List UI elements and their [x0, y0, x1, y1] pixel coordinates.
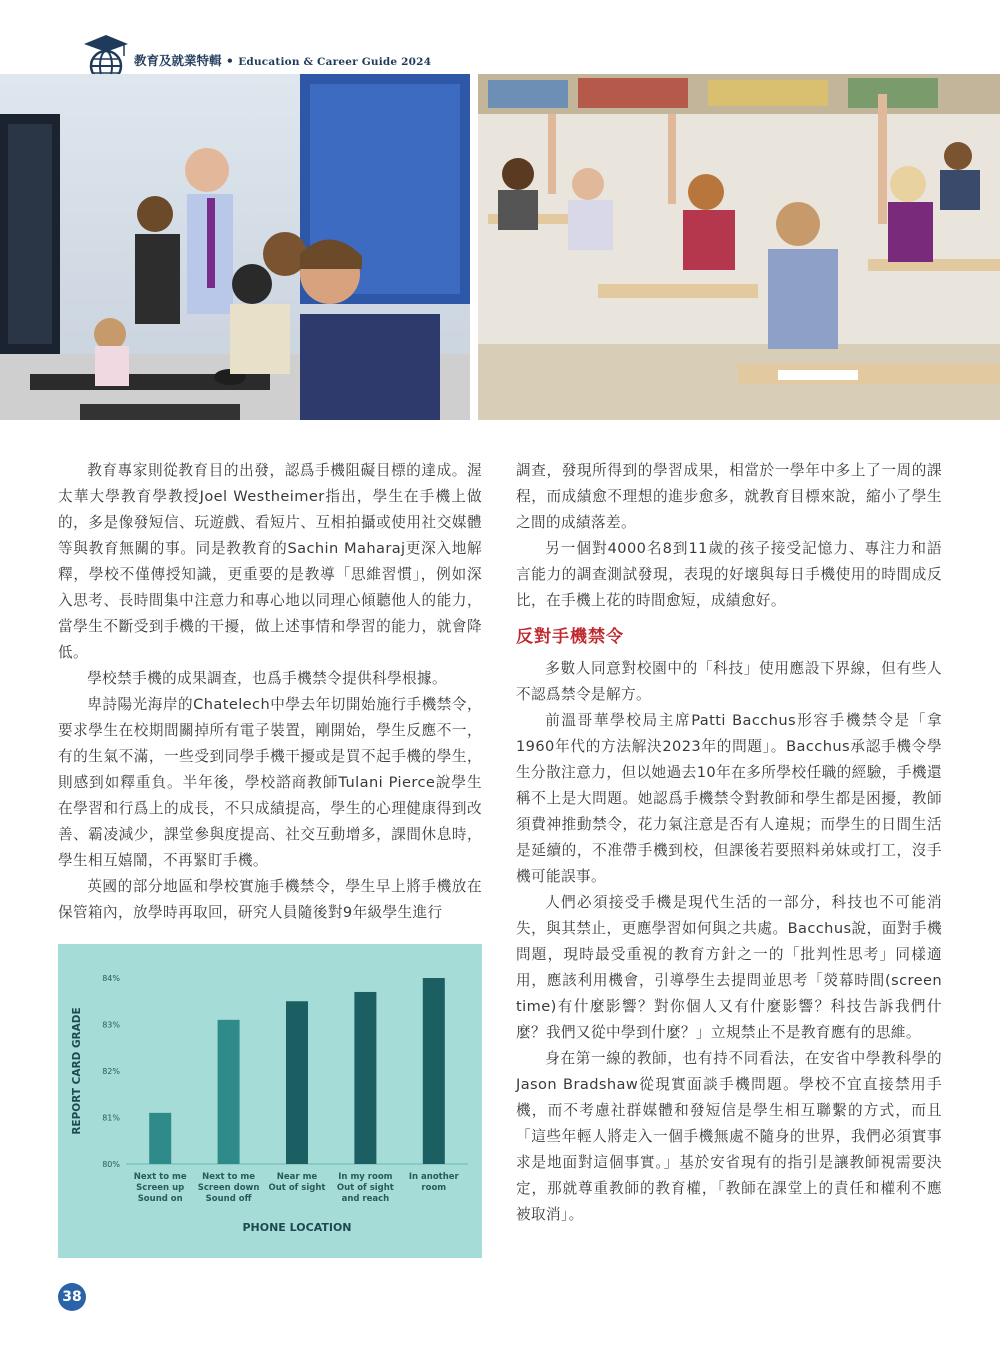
x-tick-label: In my room [338, 1172, 393, 1182]
paragraph: 身在第一線的教師，也有持不同看法，在安省中學教科學的Jason Bradshaw從現實面談手機問題。學校不宜直接禁用手機，而不考慮社群媒體和發短信是學生相互聯繫的方式，而且「這些年輕人將走入一個手機無處不隨身的世界，我們必須實事求是地面對這個事實。」基於安省現有的指引是讓教師視需要決定，那就尊重教師的教育權，「教師在課堂上的責任和權利不應被取消」。 [516, 1050, 942, 1223]
x-tick-label: and reach [341, 1194, 390, 1204]
x-tick-label: Screen down [197, 1183, 260, 1193]
chart-bar [354, 992, 376, 1164]
section-heading: 反對手機禁令 [516, 627, 624, 647]
paragraph: 調查，發現所得到的學習成果，相當於一學年中多上了一周的課程，而成績愈不理想的進步愈多，就教育目標來說，縮小了學生之間的成績落差。 [516, 462, 942, 531]
page-number-badge: 38 [58, 1283, 86, 1311]
chart-bar [149, 1113, 171, 1164]
paragraph: 前溫哥華學校局主席Patti Bacchus形容手機禁令是「拿1960年代的方法解決2023年的問題」。Bacchus承認手機令學生分散注意力，但以她過去10年在多所學校任職的經驗，手機還稱不上是大問題。她認爲手機禁令對教師和學生都是困擾，教師須費神推動禁令，花力氣注意是否有人違規；而學生的日間生活是延續的，不准帶手機到校，但課後若要照料弟妹或打工，沒手機可能誤事。 [516, 712, 942, 885]
report-card-grade-chart [58, 944, 482, 1258]
chart-bar [423, 978, 445, 1164]
left-text-column [58, 458, 482, 926]
paragraph: 學校禁手機的成果調查，也爲手機禁令提供科學根據。 [87, 670, 448, 687]
x-tick-label: Next to me [133, 1172, 187, 1182]
x-tick-label: Sound on [137, 1194, 183, 1204]
x-tick-label: Out of sight [336, 1183, 394, 1193]
paragraph: 多數人同意對校園中的「科技」使用應設下界線，但有些人不認爲禁令是解方。 [516, 660, 942, 703]
x-tick-label: Next to me [202, 1172, 256, 1182]
chart-bar [218, 1020, 240, 1164]
x-tick-label: Near me [276, 1172, 318, 1182]
paragraph: 人們必須接受手機是現代生活的一部分，科技也不可能消失，與其禁止，更應學習如何與之共處。Bacchus說，面對手機問題，現時最受重視的教育方針之一的「批判性思考」同樣適用，應該利用機會，引導學生去提問並思考「熒幕時間(screen time)有什麼影響？對你個人又有什麼影響？科技告訴我們什麼？我們又從中學到什麼？」立規禁止不是教育應有的思維。 [516, 894, 942, 1041]
y-tick-label: 84% [102, 974, 120, 983]
x-tick-label: Sound off [205, 1194, 252, 1204]
classroom-computer-photo [0, 74, 470, 420]
chart-bar [286, 1001, 308, 1164]
y-tick-label: 81% [102, 1113, 120, 1123]
header-title: 教育及就業特輯 • Education & Career Guide 2024 [134, 53, 432, 68]
x-tick-label: room [421, 1183, 447, 1193]
x-tick-label: In another [408, 1172, 459, 1182]
right-text-column [516, 458, 942, 1228]
y-tick-label: 82% [102, 1067, 120, 1076]
bar-chart-svg [58, 944, 482, 1258]
y-tick-label: 80% [102, 1160, 120, 1169]
y-axis-label: REPORT CARD GRADE [71, 1007, 83, 1135]
paragraph: 英國的部分地區和學校實施手機禁令，學生早上將手機放在保管箱內，放學時再取回，研究人員隨後對9年級學生進行 [58, 878, 482, 921]
paragraph: 另一個對4000名8到11歲的孩子接受記憶力、專注力和語言能力的調查測試發現，表現的好壞與每日手機使用的時間成反比，在手機上花的時間愈短，成績愈好。 [516, 540, 942, 609]
paragraph: 教育專家則從教育目的出發，認爲手機阻礙目標的達成。渥太華大學教育學教授Joel Westheimer指出，學生在手機上做的，多是像發短信、玩遊戲、看短片、互相拍攝或使用社交媒體等與教育無關的事。同是教教育的Sachin Maharaj更深入地解釋，學校不僅傳授知識，更重要的是教導「思維習慣」，例如深入思考、長時間集中注意力和專心地以同理心傾聽他人的能力，當學生不斷受到手機的干擾，做上述事情和學習的能力，就會降低。 [58, 462, 482, 661]
y-tick-label: 83% [102, 1020, 120, 1030]
paragraph: 卑詩陽光海岸的Chatelech中學去年切開始施行手機禁令，要求學生在校期間關掉所有電子裝置，剛開始，學生反應不一，有的生氣不滿，一些受到同學手機干擾或是買不起手機的學生，則感到如釋重負。半年後，學校諮商教師Tulani Pierce說學生在學習和行爲上的成長，不只成績提高，學生的心理健康得到改善、霸凌減少，課堂參與度提高、社交互動增多，課間休息時，學生相互嬉鬧，不再緊盯手機。 [58, 696, 482, 869]
x-axis-label: PHONE LOCATION [242, 1221, 352, 1234]
x-tick-label: Out of sight [268, 1183, 326, 1193]
students-raising-hands-photo [478, 74, 1000, 420]
x-tick-label: Screen up [136, 1183, 185, 1193]
